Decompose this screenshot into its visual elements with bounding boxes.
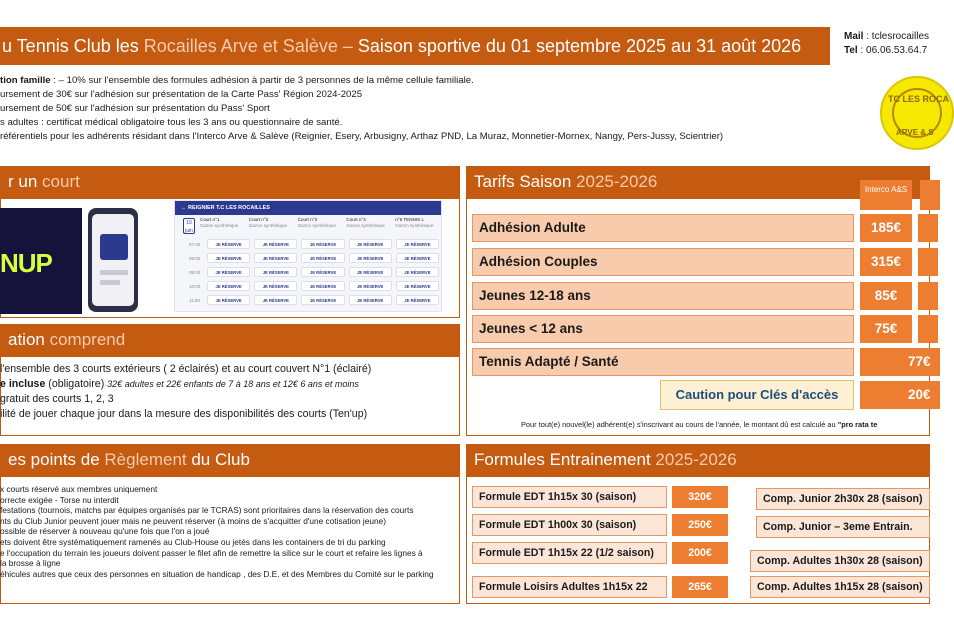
rule-item: festations (tournois, matchs par équipes organisés par le TCRAS) sont prioritaires dans la réservation des courts xyxy=(0,505,414,516)
caution-label: Caution pour Clés d'accès xyxy=(660,380,854,410)
booking-date: 10 juin xyxy=(183,218,195,234)
phone-screen-line xyxy=(100,270,128,275)
club-logo xyxy=(880,76,954,150)
tarif-price-other xyxy=(918,315,938,343)
phone-icon xyxy=(88,208,138,312)
tarif-price-adapte: 77€ xyxy=(860,348,940,376)
panel-title-tarifs: Tarifs Saison 2025-2026 xyxy=(466,166,930,198)
reserve-slot: JE RÉSERVE xyxy=(254,281,297,291)
panel-title-court: r un court xyxy=(0,166,460,198)
formule-price: 250€ xyxy=(672,514,728,536)
reserve-slot: JE RÉSERVE xyxy=(254,239,297,249)
rule-item: nts du Club Junior peuvent jouer mais ne peuvent réserver (à moins de s'acquitter d'une cotisation jeune) xyxy=(0,515,386,526)
tarif-label: Jeunes 12-18 ans xyxy=(472,282,854,310)
phone-screen-image xyxy=(100,234,128,260)
booking-row: 08:00 JE RÉSERVE JE RÉSERVE JE RÉSERVE JE RÉSERVE JE RÉSERVE xyxy=(175,251,441,265)
reserve-slot: JE RÉSERVE xyxy=(207,281,250,291)
reserve-slot: JE RÉSERVE xyxy=(301,281,344,291)
booking-court: n°5 TENNIS L Gazon synthétique xyxy=(395,217,434,228)
reserve-slot: JE RÉSERVE xyxy=(254,253,297,263)
header-title: u Tennis Club les Rocailles Arve et Salève – Saison sportive du 01 septembre 2025 au 31 août 2026 xyxy=(0,27,830,65)
reserve-slot: JE RÉSERVE xyxy=(254,267,297,277)
reserve-slot: JE RÉSERVE xyxy=(301,295,344,305)
reserve-slot: JE RÉSERVE xyxy=(396,239,439,249)
reserve-slot: JE RÉSERVE xyxy=(301,267,344,277)
tarif-label: Adhésion Couples xyxy=(472,248,854,276)
booking-row: 10:00 JE RÉSERVE JE RÉSERVE JE RÉSERVE JE RÉSERVE JE RÉSERVE xyxy=(175,279,441,293)
tarif-price: 75€ xyxy=(860,315,912,343)
reserve-slot: JE RÉSERVE xyxy=(207,239,250,249)
formule-label: Formule EDT 1h00x 30 (saison) xyxy=(472,514,667,536)
rule-item: e l'occupation du terrain les joueurs doivent passer le filet afin de remettre la silice sur le court et refaire les lignes à xyxy=(0,547,423,558)
tenup-brand-text: NUP xyxy=(0,248,52,278)
caution-price: 20€ xyxy=(860,381,940,409)
reserve-slot: JE RÉSERVE xyxy=(207,267,250,277)
formule-price: 265€ xyxy=(672,576,728,598)
adhesion-list xyxy=(0,362,371,422)
reserve-slot: JE RÉSERVE xyxy=(301,253,344,263)
contact-mail: Mail : tclesrocailles xyxy=(844,31,930,42)
tenup-promo-image xyxy=(0,208,82,314)
contact-tel: Tel : 06.06.53.64.7 xyxy=(844,45,928,56)
booking-row: 11:00 JE RÉSERVE JE RÉSERVE JE RÉSERVE JE RÉSERVE JE RÉSERVE xyxy=(175,293,441,307)
reserve-slot: JE RÉSERVE xyxy=(207,253,250,263)
adhesion-item: ilité de jouer chaque jour dans la mesure des disponibilités des courts (Ten'up) xyxy=(0,408,368,420)
reserve-slot: JE RÉSERVE xyxy=(254,295,297,305)
reserve-slot: JE RÉSERVE xyxy=(349,267,392,277)
reserve-slot: JE RÉSERVE xyxy=(349,253,392,263)
reserve-slot: JE RÉSERVE xyxy=(349,239,392,249)
reserve-slot: JE RÉSERVE xyxy=(349,281,392,291)
formule-competition-label: Comp. Junior 2h30x 28 (saison) xyxy=(756,488,930,510)
rule-item: la brosse à ligne xyxy=(0,558,61,569)
booking-grid xyxy=(175,237,441,307)
booking-court: Court n°1 Gazon synthétique xyxy=(200,217,239,228)
info-line-pass-sport: ursement de 50€ sur l'adhésion sur présentation du Pass' Sport xyxy=(0,103,270,114)
booking-court: Court n°4 Gazon synthétique xyxy=(346,217,385,228)
rule-item: ossible de réserver à nouveau qu'une fois que l'on a joué xyxy=(0,526,210,537)
tarif-price-other xyxy=(918,214,938,242)
info-line-region: ursement de 30€ sur l'adhésion sur présentation de la Carte Pass' Région 2024-2025 xyxy=(0,89,363,100)
formule-competition-label: Comp. Adultes 1h15x 28 (saison) xyxy=(750,576,930,598)
reserve-slot: JE RÉSERVE xyxy=(396,267,439,277)
tenup-booking-screenshot xyxy=(174,200,442,312)
tarif-label-adapte: Tennis Adapté / Santé xyxy=(472,348,854,376)
booking-row: 09:00 JE RÉSERVE JE RÉSERVE JE RÉSERVE JE RÉSERVE JE RÉSERVE xyxy=(175,265,441,279)
logo-top-text: TC LES ROCA xyxy=(888,94,950,104)
reserve-slot: JE RÉSERVE xyxy=(396,295,439,305)
rule-item: orrecte exigée - Torse nu interdit xyxy=(0,494,119,505)
column-header-other xyxy=(920,180,940,210)
tarif-price-other xyxy=(918,248,938,276)
reserve-slot: JE RÉSERVE xyxy=(301,239,344,249)
booking-row: 07:00 JE RÉSERVE JE RÉSERVE JE RÉSERVE JE RÉSERVE JE RÉSERVE xyxy=(175,237,441,251)
adhesion-item: e incluse (obligatoire) 32€ adultes et 22€ enfants de 7 à 18 ans et 12€ 6 ans et moins xyxy=(0,378,359,390)
booking-court: Court n°2 Gazon synthétique xyxy=(248,217,288,228)
formule-price: 200€ xyxy=(672,542,728,564)
booking-courts-header xyxy=(197,217,441,235)
rule-item: x courts réservé aux membres uniquement xyxy=(0,484,158,494)
formule-competition-label: Comp. Junior – 3eme Entrain. xyxy=(756,516,930,538)
booking-court: Court n°3 Gazon synthétique xyxy=(297,217,336,228)
adhesion-item: l'ensemble des 3 courts extérieurs ( 2 éclairés) et au court couvert N°1 (éclairé) xyxy=(0,363,372,375)
panel-title-adhesion: ation comprend xyxy=(0,324,460,356)
formule-label: Formule EDT 1h15x 30 (saison) xyxy=(472,486,667,508)
logo-bottom-text: ARVE & S xyxy=(896,128,934,137)
info-line-interco: référentiels pour les adhérents résidant dans l'Interco Arve & Salève (Reignier, Esery, Arbusigny, Arthaz PND, La Muraz, Monnetier-Mornex, Nangy, Pers-Jussy, Scientrier) xyxy=(0,131,724,142)
contact-block xyxy=(844,30,929,58)
booking-club-bar: ← REIGNIER T.C LES ROCAILLES xyxy=(175,201,441,215)
prorata-note: Pour tout(e) nouvel(le) adhérent(e) s'inscrivant au cours de l'année, le montant dû est calculé au "pro rata te xyxy=(521,420,878,429)
reserve-slot: JE RÉSERVE xyxy=(349,295,392,305)
reserve-slot: JE RÉSERVE xyxy=(396,281,439,291)
info-line-famille: tion famille : – 10% sur l'ensemble des formules adhésion à partir de 3 personnes de la même cellule familiale. xyxy=(0,75,474,86)
formule-price: 320€ xyxy=(672,486,728,508)
rules-list xyxy=(0,484,458,579)
formule-label: Formule EDT 1h15x 22 (1/2 saison) xyxy=(472,542,667,564)
reserve-slot: JE RÉSERVE xyxy=(207,295,250,305)
tarif-label: Jeunes < 12 ans xyxy=(472,315,854,343)
adhesion-item: gratuit des courts 1, 2, 3 xyxy=(0,393,114,405)
formule-competition-label: Comp. Adultes 1h30x 28 (saison) xyxy=(750,550,930,572)
tarif-price: 85€ xyxy=(860,282,912,310)
tarif-label: Adhésion Adulte xyxy=(472,214,854,242)
info-line-certificat: s adultes : certificat médical obligatoire tous les 3 ans ou questionnaire de santé. xyxy=(0,117,343,128)
formule-label: Formule Loisirs Adultes 1h15x 22 xyxy=(472,576,667,598)
tarif-price: 315€ xyxy=(860,248,912,276)
panel-title-reglement: es points de Règlement du Club xyxy=(0,444,460,476)
rule-item: éhicules autres que ceux des personnes en situation de handicap , des D.E. et des Membres du Comité sur le parking xyxy=(0,568,434,579)
tarif-price-other xyxy=(918,282,938,310)
reserve-slot: JE RÉSERVE xyxy=(396,253,439,263)
panel-title-formules: Formules Entrainement 2025-2026 xyxy=(466,444,930,476)
column-header-interco: Interco A&S xyxy=(860,180,912,210)
phone-screen-line xyxy=(100,280,120,285)
rule-item: ets doivent être systématiquement ramenés au Club-House ou jetés dans les containers de tri du parking xyxy=(0,536,386,547)
phone-screen xyxy=(92,214,134,306)
tarif-price: 185€ xyxy=(860,214,912,242)
info-block xyxy=(0,74,820,144)
